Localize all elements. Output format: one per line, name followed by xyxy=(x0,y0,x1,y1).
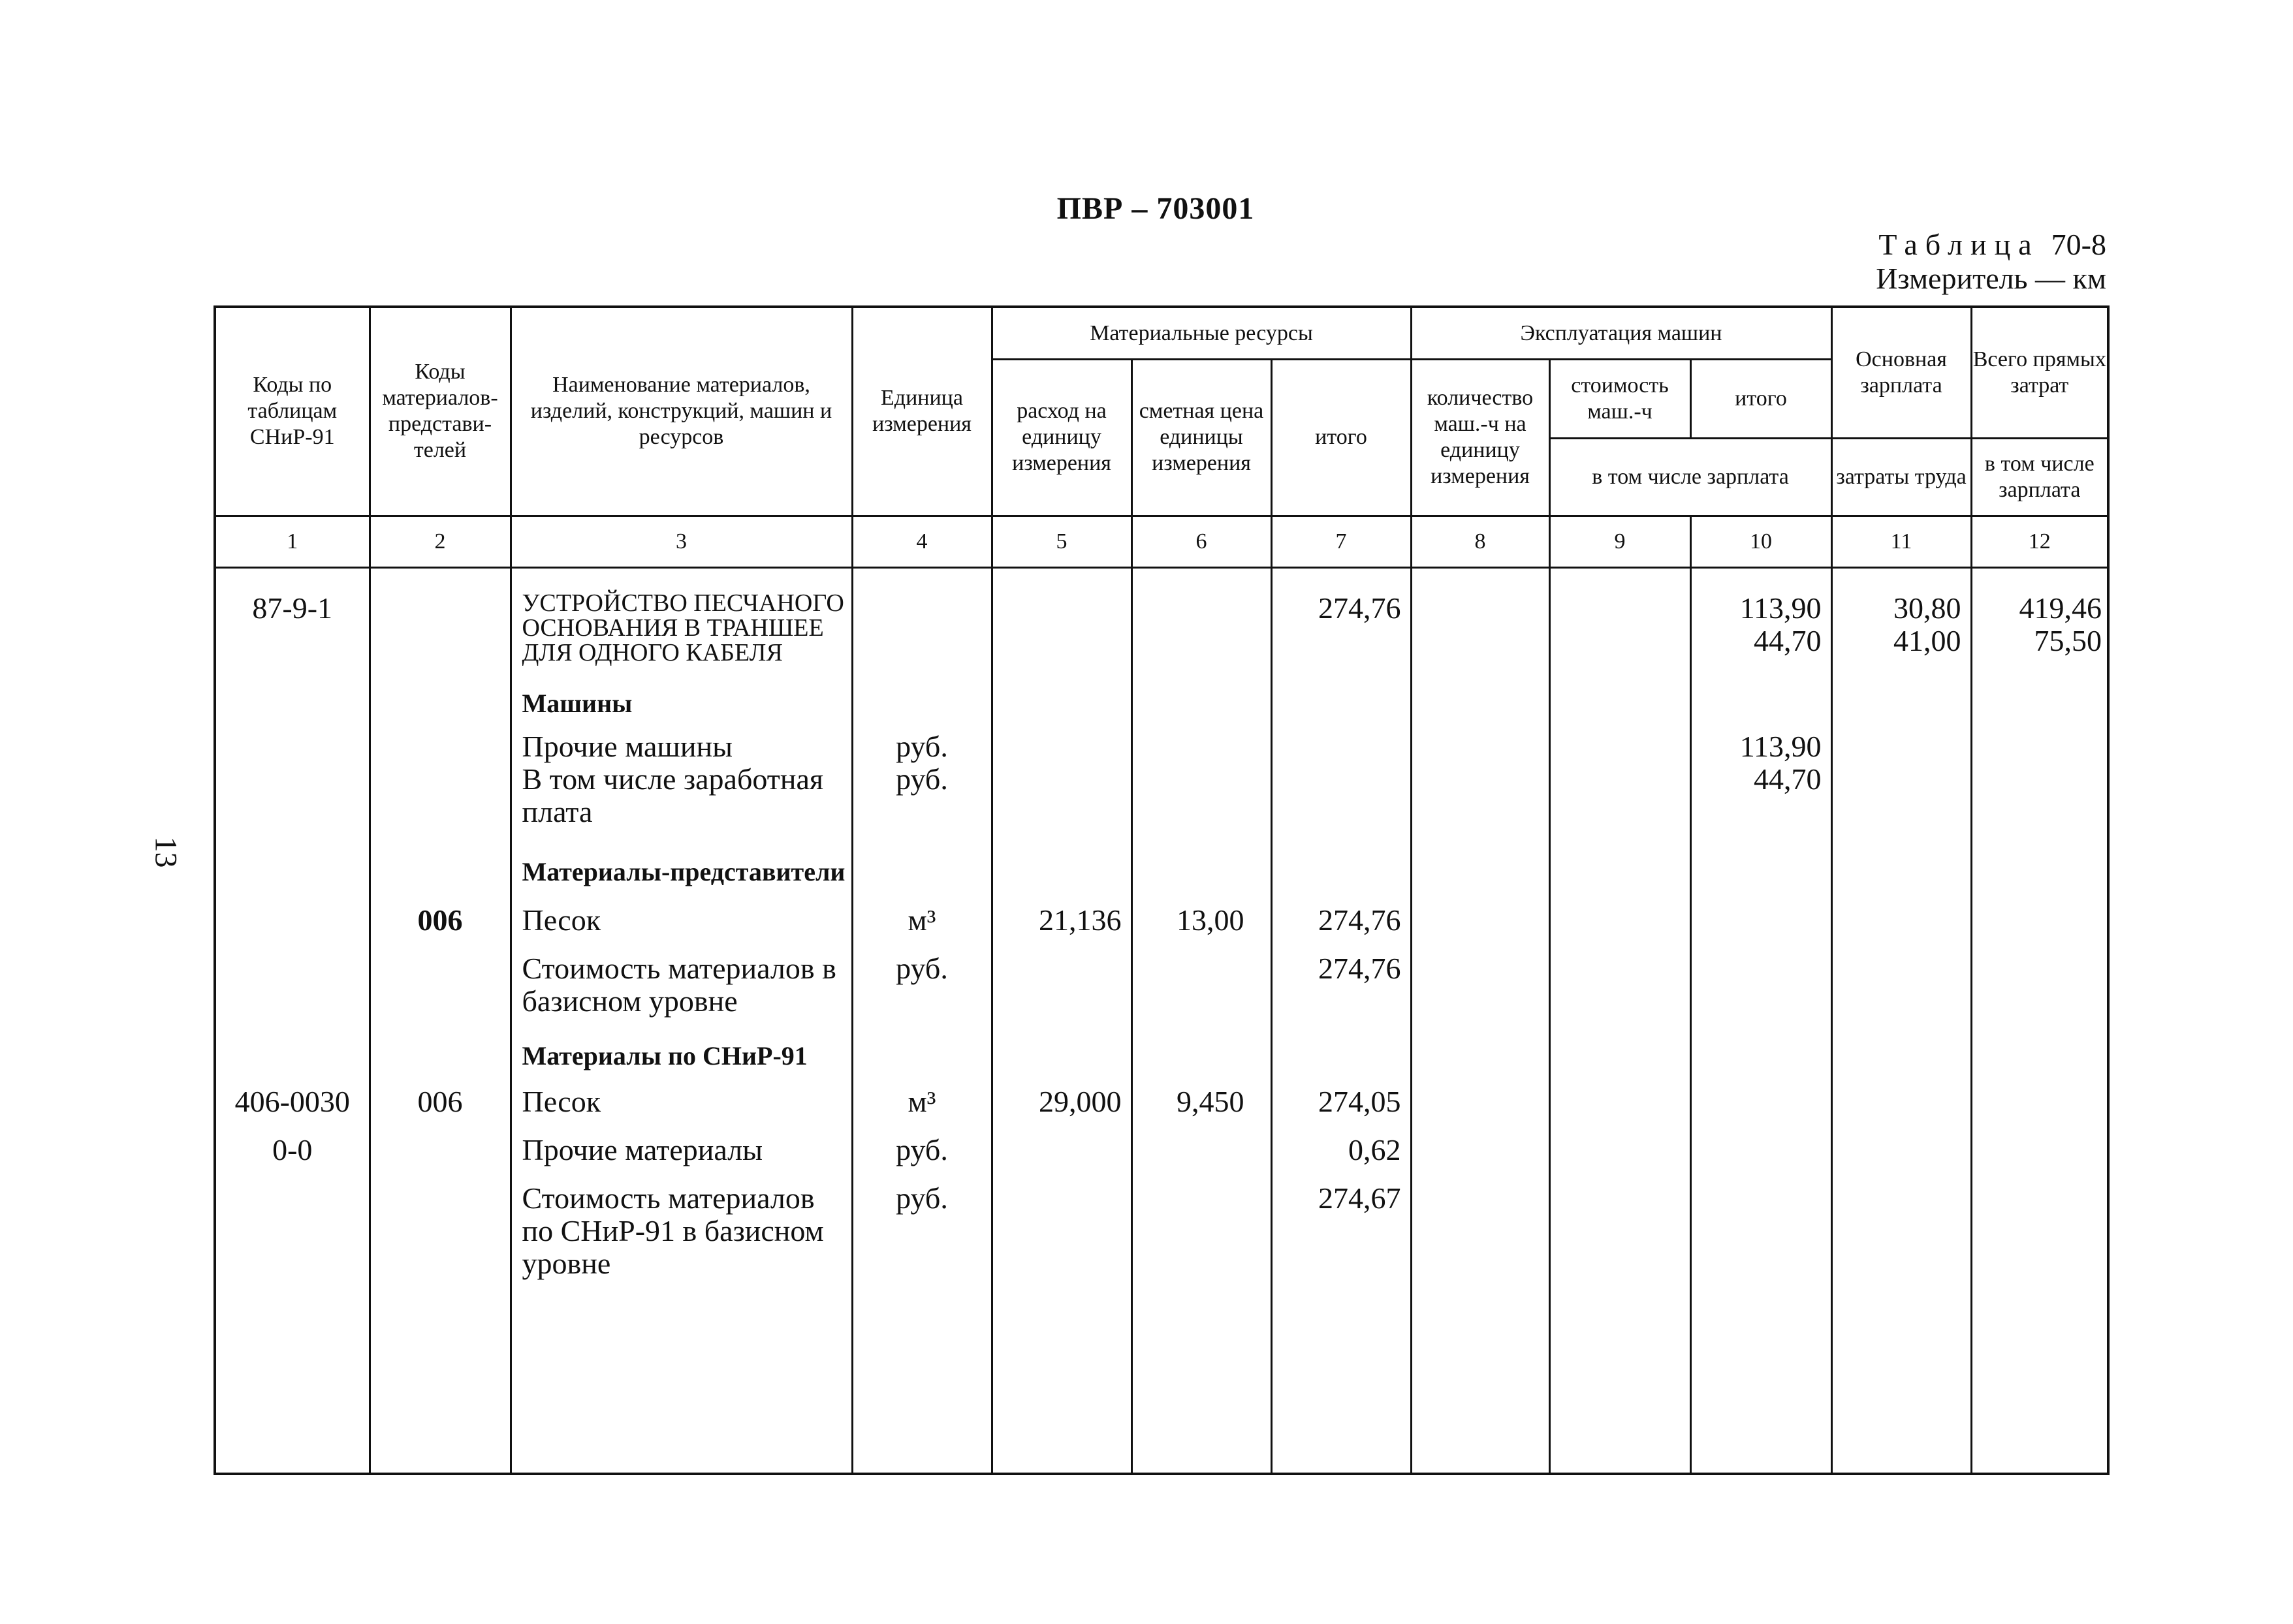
material-total: 274,76 xyxy=(1318,591,1401,625)
labor-cost: 41,00 xyxy=(1893,624,1961,658)
unit: м³ xyxy=(908,1085,936,1119)
rep-cost-name: базисном уровне xyxy=(522,984,738,1018)
resource-table xyxy=(213,305,2110,1475)
material-total: 274,67 xyxy=(1318,1181,1401,1215)
unit: руб. xyxy=(896,762,948,796)
other-materials-name: Прочие материалы xyxy=(522,1133,763,1167)
col-header-consumption: расход на единицу измерения xyxy=(992,360,1131,516)
col-subheader-mach-wage: в том числе зарплата xyxy=(1549,439,1831,516)
column-number: 10 xyxy=(1690,516,1831,568)
work-title-line: ДЛЯ ОДНОГО КАБЕЛЯ xyxy=(522,639,783,667)
section-representative-materials: Материалы-представители xyxy=(522,857,846,887)
column-number: 6 xyxy=(1131,516,1271,568)
column-number: 4 xyxy=(852,516,992,568)
unit: руб. xyxy=(896,952,948,986)
price-value: 13,00 xyxy=(1177,903,1244,937)
rep-code-sand: 006 xyxy=(417,903,463,937)
material-total: 274,76 xyxy=(1318,952,1401,986)
snir-rep-code-sand: 006 xyxy=(417,1085,463,1119)
unit: м³ xyxy=(908,903,936,937)
snir-cost-name: уровне xyxy=(522,1247,611,1281)
table-label: Таблица xyxy=(1878,228,2040,261)
column-number: 11 xyxy=(1831,516,1971,568)
col-header-table-codes: Коды по таблицам СНиР-91 xyxy=(215,307,370,516)
snir-cost-name: по СНиР-91 в базисном xyxy=(522,1214,824,1248)
code-main: 87-9-1 xyxy=(252,591,333,625)
unit: руб. xyxy=(896,1133,948,1167)
col-subheader-labor: затраты труда xyxy=(1831,439,1971,516)
incl-wage-name: плата xyxy=(522,795,593,829)
machine-total: 113,90 xyxy=(1739,730,1822,764)
measure-unit: Измеритель — км xyxy=(1876,262,2106,295)
table-number xyxy=(1878,227,2106,262)
material-total: 0,62 xyxy=(1348,1133,1401,1167)
work-title-line: УСТРОЙСТВО ПЕСЧАНОГО xyxy=(522,589,844,617)
column-number: 3 xyxy=(511,516,852,568)
unit: руб. xyxy=(896,730,948,764)
col-header-name: Наименование материалов, изделий, конструкций, машин и ресурсов xyxy=(511,307,852,516)
snir-cost-name: Стоимость материалов xyxy=(522,1181,815,1215)
col-group-materials: Материальные ресурсы xyxy=(992,307,1411,360)
incl-wage-name: В том числе заработная xyxy=(522,762,824,796)
rep-sand-name: Песок xyxy=(522,903,601,937)
machine-wage: 44,70 xyxy=(1754,762,1822,796)
price-value: 9,450 xyxy=(1177,1085,1244,1119)
code-other-materials: 0-0 xyxy=(272,1133,313,1167)
direct-costs-wage: 75,50 xyxy=(2034,624,2102,658)
code-sand: 406-0030 xyxy=(234,1085,350,1119)
col-header-unit: Единица измерения xyxy=(852,307,992,516)
col-header-wage: Основная зарплата xyxy=(1831,307,1971,439)
column-number: 8 xyxy=(1411,516,1549,568)
rep-cost-name: Стоимость материалов в xyxy=(522,952,836,986)
direct-costs: 419,46 xyxy=(2019,591,2102,625)
unit: руб. xyxy=(896,1181,948,1215)
col-header-mach-total: итого xyxy=(1690,360,1831,439)
column-number: 2 xyxy=(370,516,511,568)
col-header-price: сметная цена единицы измерения xyxy=(1131,360,1271,516)
col-group-machines: Эксплуатация машин xyxy=(1411,307,1831,360)
consumption-value: 29,000 xyxy=(1039,1085,1122,1119)
consumption-value: 21,136 xyxy=(1039,903,1122,937)
section-snir-materials: Материалы по СНиР-91 xyxy=(522,1041,808,1071)
column-number: 12 xyxy=(1971,516,2108,568)
material-total: 274,76 xyxy=(1318,903,1401,937)
column-number: 9 xyxy=(1549,516,1690,568)
base-wage: 30,80 xyxy=(1893,591,1961,625)
column-numbers-row xyxy=(215,516,2108,568)
column-number: 7 xyxy=(1271,516,1411,568)
col-header-mach-hours: количество маш.-ч на единицу измерения xyxy=(1411,360,1549,516)
col-header-mat-total: итого xyxy=(1271,360,1411,516)
machine-wage: 44,70 xyxy=(1754,624,1822,658)
material-total: 274,05 xyxy=(1318,1085,1401,1119)
document-code: ПВР – 703001 xyxy=(1056,191,1255,226)
machine-total: 113,90 xyxy=(1739,591,1822,625)
col-header-mach-cost: стоимость маш.-ч xyxy=(1549,360,1690,439)
table-body xyxy=(215,568,2108,1474)
col-subheader-direct-wage: в том числе зарплата xyxy=(1971,439,2108,516)
column-number: 1 xyxy=(215,516,370,568)
col-header-direct: Всего прямых затрат xyxy=(1971,307,2108,439)
section-machines: Машины xyxy=(522,689,633,719)
col-header-rep-codes: Коды материалов-представи-телей xyxy=(370,307,511,516)
column-number: 5 xyxy=(992,516,1131,568)
other-machines-name: Прочие машины xyxy=(522,730,733,764)
work-title-line: ОСНОВАНИЯ В ТРАНШЕЕ xyxy=(522,614,824,642)
snir-sand-name: Песок xyxy=(522,1085,601,1119)
table-number-value: 70-8 xyxy=(2051,228,2106,261)
page-number: 13 xyxy=(148,836,183,868)
